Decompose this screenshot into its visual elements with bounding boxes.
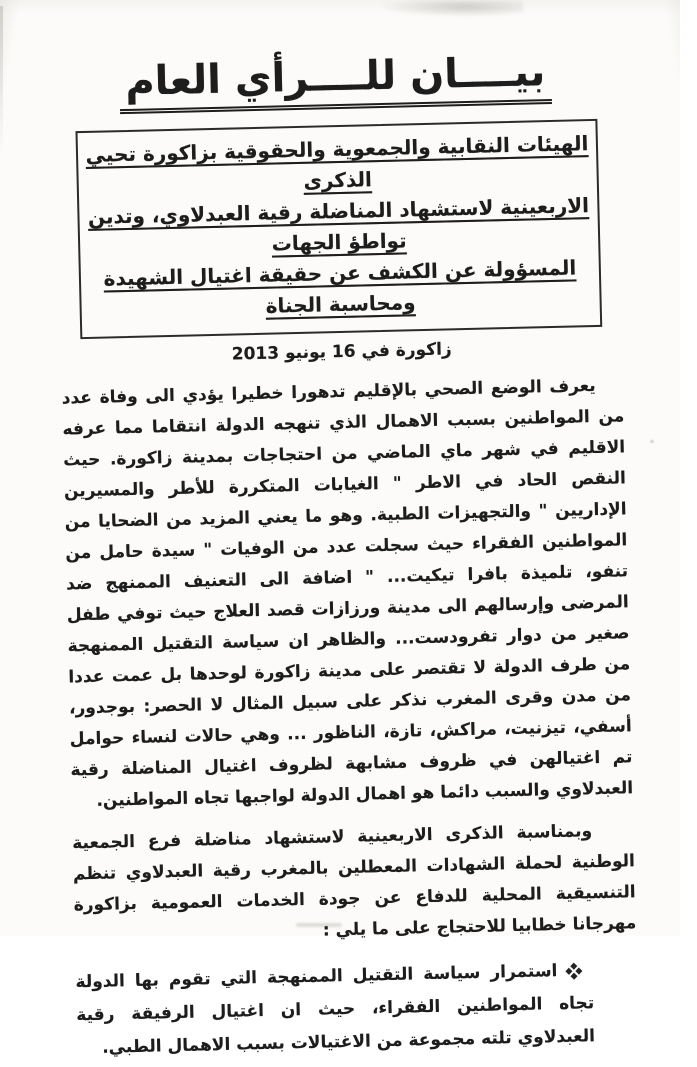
headline-box: [75, 119, 602, 339]
headline-line-2: الاربعينية لاستشهاد المناضلة رقية العبدلاوي، وتدين تواطؤ الجهات: [87, 193, 590, 256]
paragraph-2: وبمناسبة الذكرى الاربعينية لاستشهاد مناضلة فرع الجمعية الوطنية لحملة الشهادات المعطلين بالمغرب رقية العبدلاوي تنظم التنسيقية المحلية للدفاع عن جودة الخدمات العمومية بزاكورة مهرجانا خطابيا للاحتجاج على ما يلي :: [72, 821, 637, 941]
headline-line-1: الهيئات النقابية والجمعوية والحقوقية بزاكورة تحيي الذكرى: [85, 131, 589, 193]
paragraph-1: يعرف الوضع الصحي بالإقليم تدهورا خطيرا يؤدي الى وفاة عدد من المواطنين بسبب الاهمال الذي تنهجه الدولة انتقاما مما عرفه الاقليم في شهر ماي الماضي من احتجاجات بمدينة زاكورة. حيث النقص الحاد في الاطر " الغيابات المتكررة للأطر والمسيرين الإداريين " والتجهيزات الطبية. وهو ما يعني المزيد من الضحايا من المواطنين الفقراء حيث سجلت عدد من الوفيات " سيدة حامل من تنفو، تلميذة بافرا تيكيت... " اضافة الى التعنيف الممنهج ضد المرضى وإرسالهم الى مدينة ورزازات قصد العلاج حيث توفي طفل صغير من دوار تفرودست... والظاهر ان سياسة التقتيل الممنهجة من طرف الدولة لا تقتصر على مدينة زاكورة لوحدها بل عمت عددا من مدن وقرى المغرب نذكر على سبيل المثال لا الحصر: بوجدور، أسفي، تيزنيت، مراكش، تازة، الناظور ... وهي حالات لنساء حوامل تم اغتيالهن في ظروف مشابهة لظروف اغتيال المناضلة رقية العبدلاوي والسبب دائما هو اهمال الدولة لواجبها تجاه المواطنين.: [61, 375, 634, 811]
bullet-item: [75, 953, 639, 1065]
body-text: [61, 370, 639, 1065]
document-title: [54, 47, 617, 115]
dateline: زاكورة في 16 يونيو 2013: [231, 339, 452, 365]
four-diamonds-bullet-icon: [566, 963, 581, 978]
document-title-text: بيــــان للــــرأي العام: [119, 49, 552, 114]
headline-line-3: المسؤولة عن الكشف عن حقيقة اغتيال الشهيدة ومحاسبة الجناة: [103, 255, 577, 318]
bullet-text: استمرار سياسة التقتيل الممنهجة التي تقوم بها الدولة تجاه المواطنين الفقراء، حيث ان اغتيال الرفيقة رقية العبدلاوي تلته مجموعة من الاغتيالات بسبب الاهمال الطبي.: [75, 961, 596, 1058]
